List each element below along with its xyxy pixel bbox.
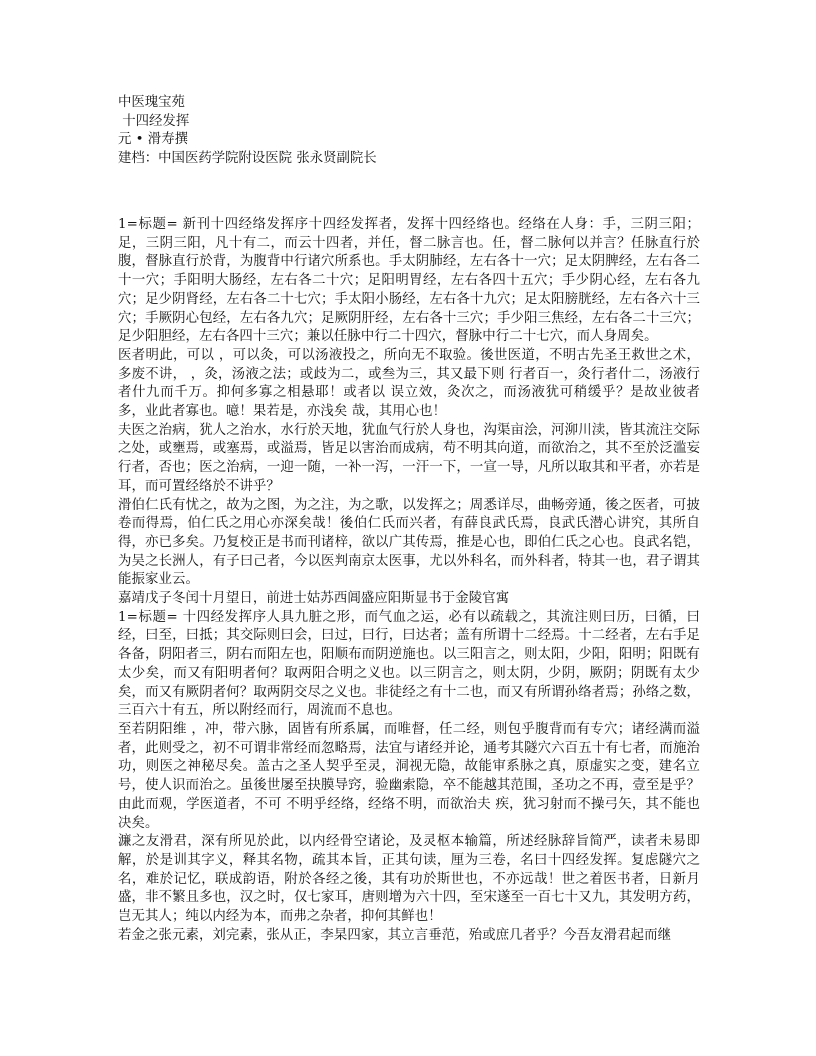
paragraph-preface-1: 1=标题= 新刊十四经络发挥序十四经发挥者，发挥十四经络也。经络在人身：手，三阴三阳；足，三阴三阳，凡十有二，而云十四者，并任，督二脉言也。任，督二脉何以并言？任脉直行於腹，督脉直行於背，为腹背中行诸穴所系也。手太阴肺经，左右各十一穴；足太阴脾经，左右各二十一穴；手阳明大肠经，左右各二十穴；足阳明胃经，左右各四十五穴；手少阴心经，左右各九穴；足少阴肾经，左右各二十七穴；手太阳小肠经，左右各十九穴；足太阳膀胱经，左右各六十三穴；手厥阴心包经，左右各九穴；足厥阴肝经，左右各十三穴；手少阳三焦经，左右各二十三穴；足少阳胆经，左右各四十三穴；兼以任脉中行二十四穴，督脉中行二十七穴，而人身周矣。 [118, 217, 700, 345]
paragraph-extra-vessels: 至若阴阳维 ，冲，带六脉，固皆有所系属，而唯督，任二经，则包乎腹背而有专穴；诸经满而溢者，此则受之，初不可谓非常经而忽略焉，法宜与诸经并论，通考其隧穴六百五十有七者，而施治功，则医之神秘尽矣。盖古之圣人契乎至灵，洞视无隐，故能审系脉之真，原虚实之变，建名立号，使人识而治之。虽後世屡至抉膜导窍，验幽索隐，卒不能越其范围，圣功之不再，壹至是乎？由此而观，学医道者，不可 不明乎经络，经络不明，而欲治夫 疾，犹习射而不操弓矢，其不能也决矣。 [118, 721, 700, 831]
paragraph-dateline: 嘉靖戊子冬闰十月望日，前进士姑苏西阊盛应阳斯显书于金陵官寓 [118, 591, 510, 607]
paragraph-water-analogy: 夫医之治病，犹人之治水，水行於天地，犹血气行於人身也，沟渠亩浍，河泖川渎，皆其流注交际之处，或壅焉，或塞焉，或溢焉，皆足以害治而成病，苟不明其向道，而欲治之，其不至於泛滥妄行者，否也；医之治病，一迎一随，一补一泻，一汗一下，一宣一导，凡所以取其和平者，亦若是耳，而可置经络於不讲乎？ [118, 422, 700, 494]
document-body [118, 216, 700, 945]
document-header [118, 94, 700, 168]
author-line: 元 • 滑寿撰 [118, 132, 188, 148]
paragraph-acupuncture: 医者明此，可以 ，可以灸，可以汤液投之，所向无不取验。後世医道，不明古先圣王救世之术，多废不讲， ，灸，汤液之法；或歧为二，或叁为三，其又最下则 行者百一，灸行者什二，汤液行者什九而千万。抑何多寡之相悬耶！或者以 误立效，灸次之，而汤液犹可稍缓乎？是故业彼者多，业此者寡也。噫！果若是，亦浅矣 哉，其用心也！ [118, 347, 700, 420]
collection-title: 中医瑰宝苑 [118, 95, 185, 110]
paragraph-preface-2: 1=标题= 十四经发挥序人具九脏之形，而气血之运，必有以疏载之，其流注则曰历，曰循，曰经，曰至，曰抵；其交际则曰会，曰过，曰行，曰达者；盖有所谓十二经焉。十二经者，左右手足各备，阴阳者三，阴右而阳左也，阳顺布而阴逆施也。以三阳言之，则太阳，少阳，阳明；阳既有太少矣，而又有阳明者何？取两阳合明之义也。以三阴言之，则太阴，少阴，厥阴；阴既有太少矣，而又有厥阴者何？取两阴交尽之义也。非徒经之有十二也，而又有所谓孙络者焉；孙络之数，三百六十有五，所以附经而行，周流而不息也。 [118, 609, 700, 719]
paragraph-hua-boren: 滑伯仁氏有忧之，故为之图，为之注，为之歌，以发挥之；周悉详尽，曲畅旁通，後之医者，可披卷而得焉，伯仁氏之用心亦深矣哉！後伯仁氏而兴者，有薛良武氏焉，良武氏潜心讲究，其所自得，亦已多矣。乃复校正是书而刊诸梓，欲以广其传焉，推是心也，即伯仁氏之心也。良武名铠，为吴之长洲人，有子曰己者，今以医判南京太医事，尤以外科名，而外科者，特其一也，君子谓其能振家业云。 [118, 497, 700, 588]
book-title: 十四经发挥 [118, 113, 190, 129]
paragraph-friend-hua: 濂之友滑君，深有所见於此，以内经骨空诸论，及灵枢本输篇，所述经脉辞旨简严，读者未易即解，於是训其字义，释其名物，疏其本旨，正其句读，厘为三卷，名曰十四经发挥。复虑隧穴之名，难於记忆，联成韵语，附於各经之後，其有功於斯世也，不亦远哉！世之着医书者，日新月盛，非不繁且多也，汉之时，仅七家耳，唐则增为六十四，至宋遂至一百七十又九，其发明方药，岂无其人；纯以内经为本，而弗之杂者，抑何其鲜也！ [118, 834, 700, 925]
paragraph-jin-masters: 若金之张元素，刘完素，张从正，李杲四家，其立言垂范，殆或庶几者乎？今吾友滑君起而继 [118, 927, 672, 943]
archive-credit: 建档：中国医药学院附设医院 张永贤副院长 [118, 150, 377, 166]
